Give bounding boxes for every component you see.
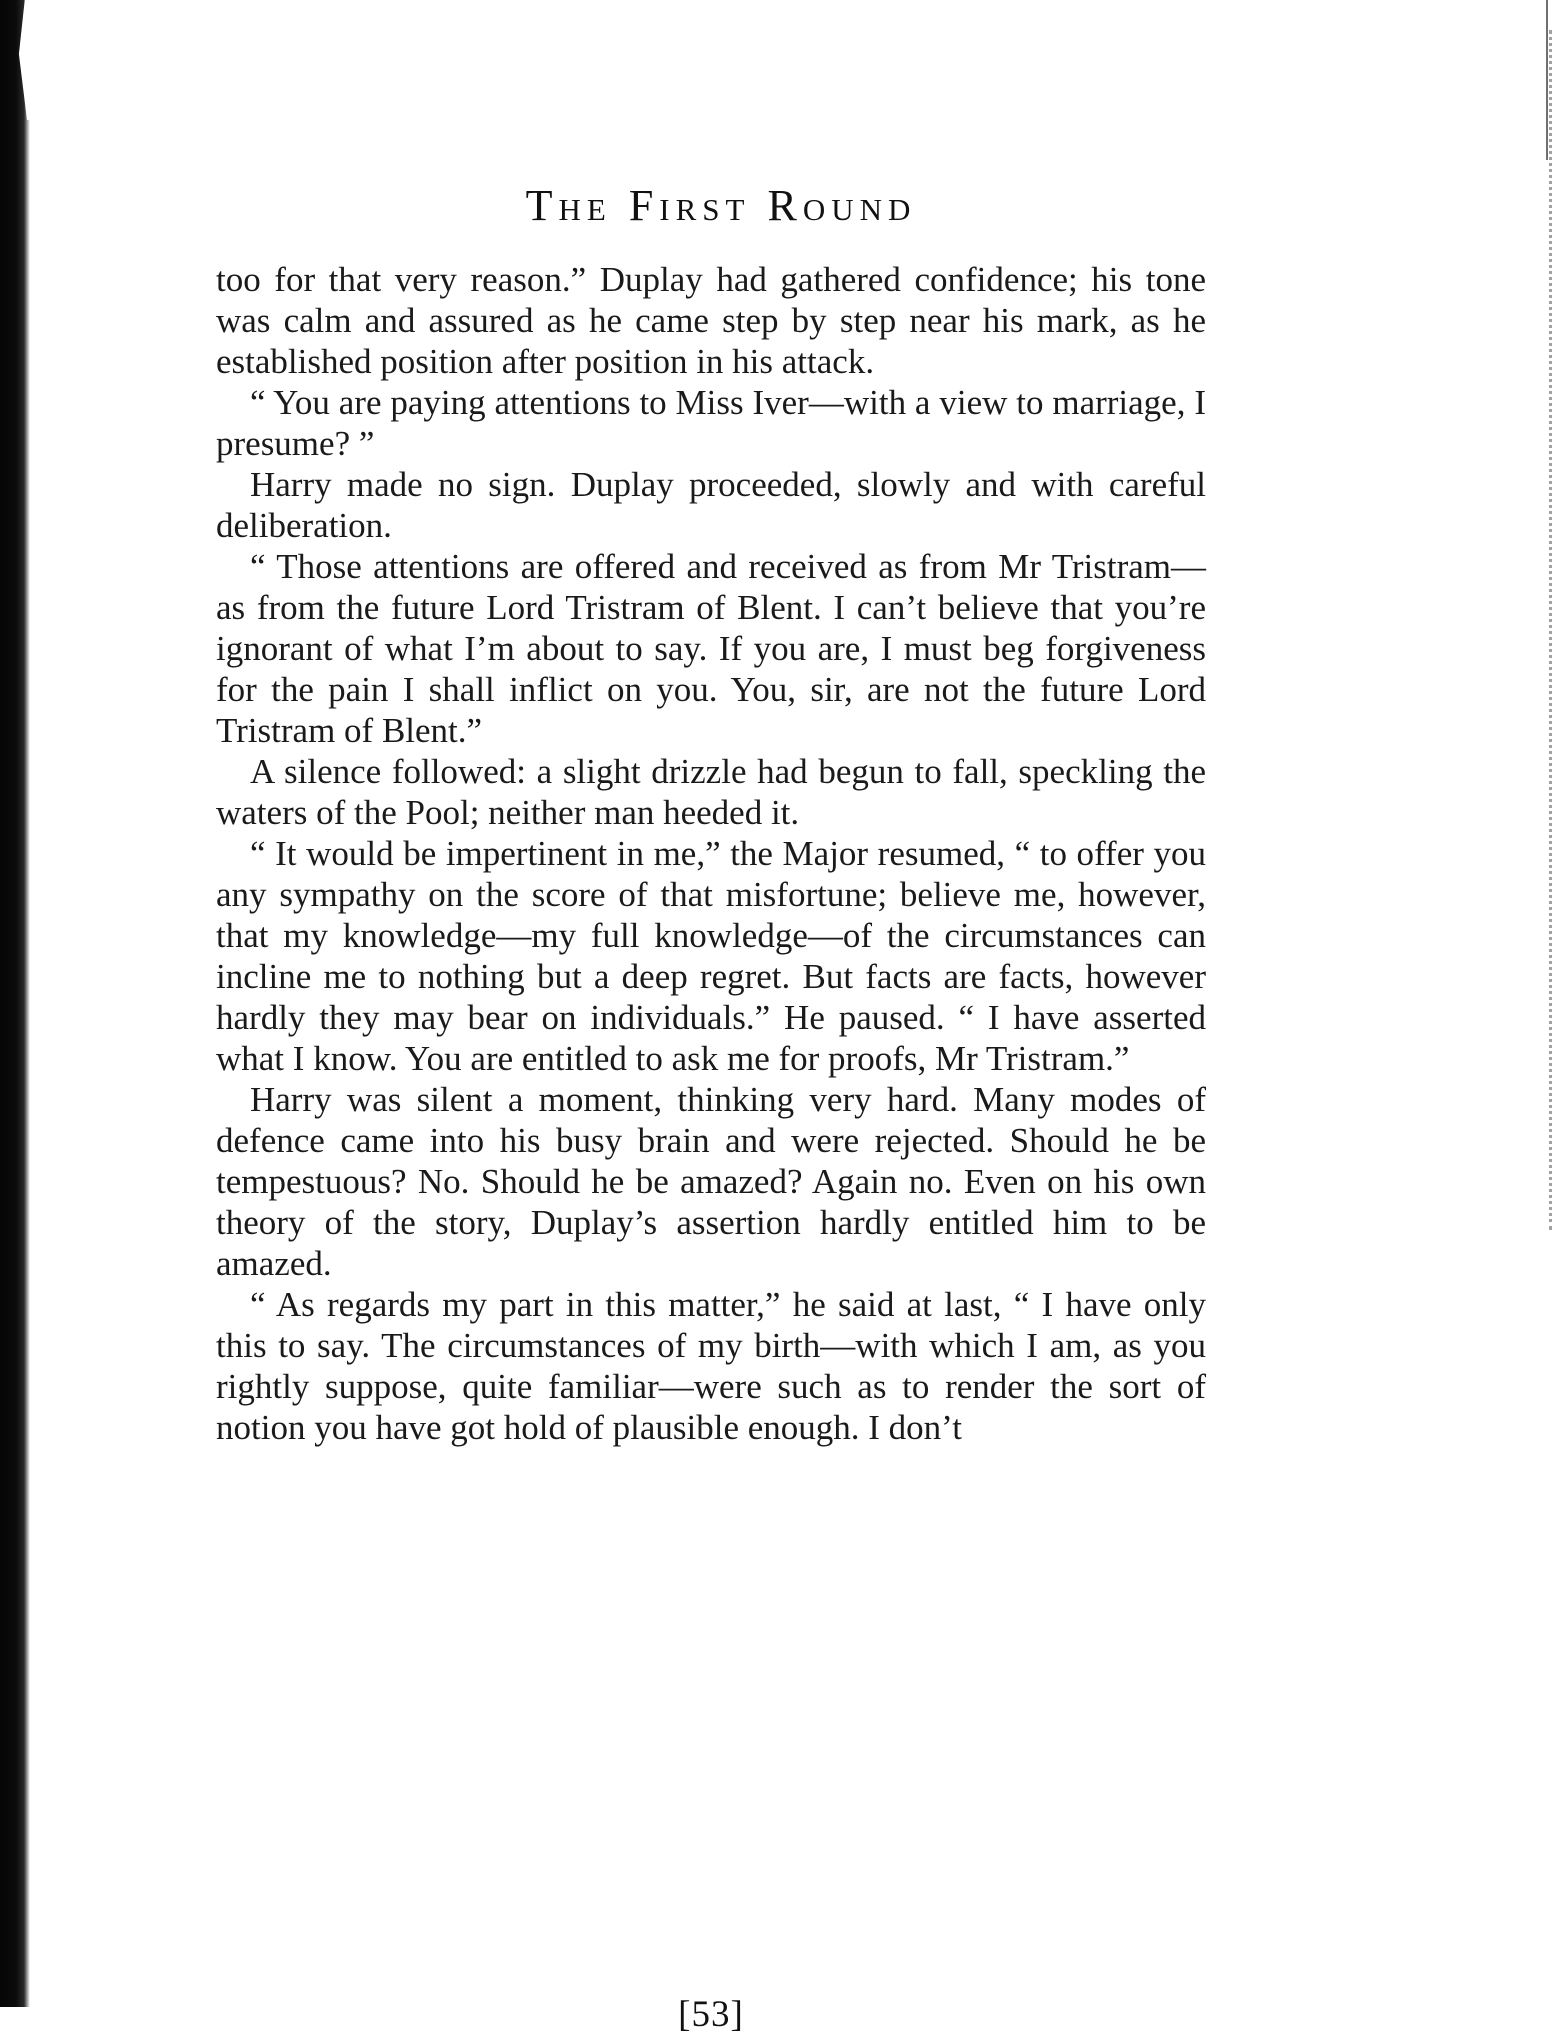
page-edge-right [1549,30,1556,1230]
running-head: The First Round [525,181,917,230]
paragraph: “ It would be impertinent in me,” the Major resumed, “ to offer you any sympathy on the score of that misfortune; believe me, however, that my knowledge—my full knowledge—of the circumstances can incline me to nothing but a deep regret. But facts are facts, however hardly they may bear on individuals.” He paused. “ I have asserted what I know. You are entitled to ask me for proofs, Mr Tristram.” [216,834,1206,1078]
page-edge-mark [1546,0,1548,160]
binding-shadow-left [0,0,30,2007]
page-number: [53] [678,1994,744,2035]
paragraph: “ You are paying attentions to Miss Iver—with a view to marriage, I presume? ” [216,383,1206,463]
paragraph: Harry was silent a moment, thinking very hard. Many modes of defence came into his busy brain and were rejected. Should he be tempestuous? No. Should he be amazed? Again no. Even on his own theory of the story, Duplay’s assertion hardly entitled him to be amazed. [216,1080,1206,1283]
body-text [216,259,1206,1448]
paragraph: “ Those attentions are offered and received as from Mr Tristram—as from the future Lord Tristram of Blent. I can’t believe that you’re ignorant of what I’m about to say. If you are, I must beg forgiveness for the pain I shall inflict on you. You, sir, are not the future Lord Tristram of Blent.” [216,547,1206,750]
paragraph: A silence followed: a slight drizzle had begun to fall, speckling the waters of the Pool; neither man heeded it. [216,752,1206,832]
paragraph: too for that very reason.” Duplay had gathered confidence; his tone was calm and assured as he came step by step near his mark, as he established position after position in his attack. [216,260,1206,381]
paragraph: “ As regards my part in this matter,” he said at last, “ I have only this to say. The circumstances of my birth—with which I am, as you rightly suppose, quite familiar—were such as to render the sort of notion you have got hold of plausible enough. I don’t [216,1285,1206,1447]
paragraph: Harry made no sign. Duplay proceeded, slowly and with careful deliberation. [216,465,1206,545]
book-page [216,180,1206,2035]
